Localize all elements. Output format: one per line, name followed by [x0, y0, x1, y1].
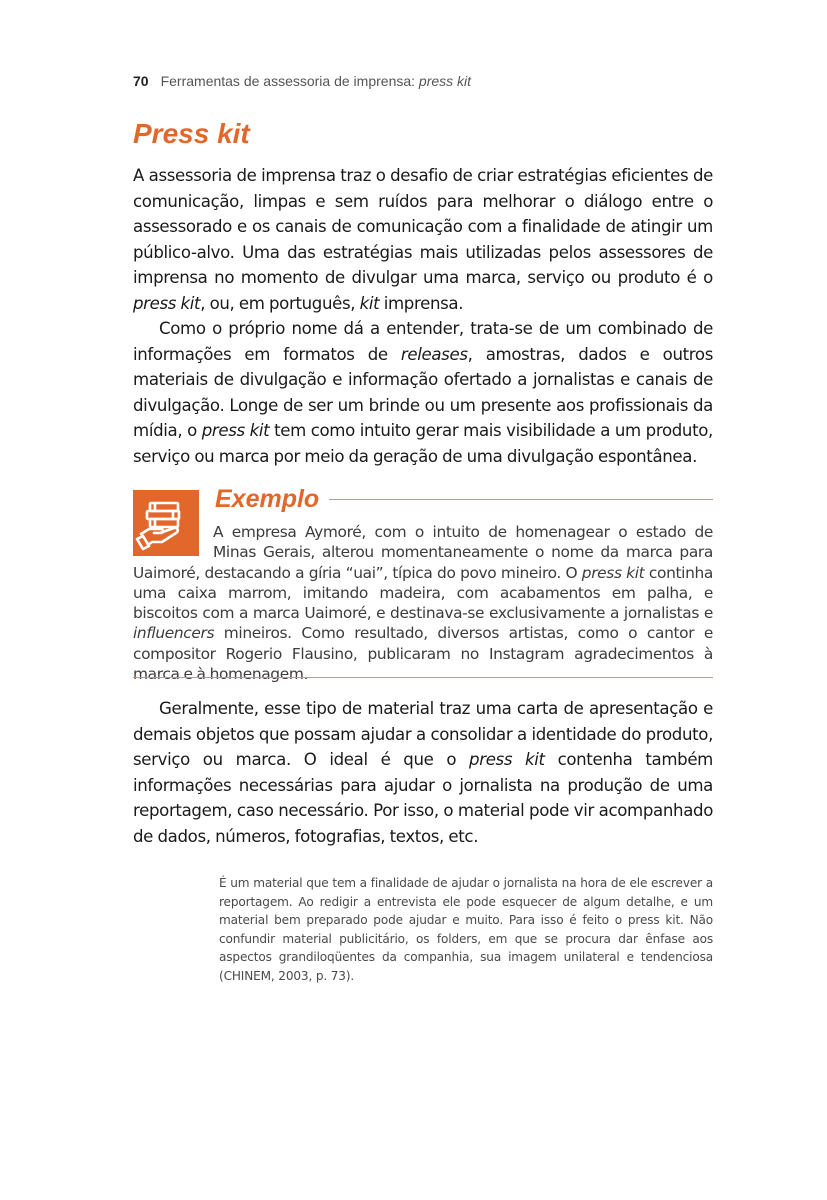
running-title: Ferramentas de assessoria de imprensa: [160, 73, 419, 89]
example-text: A empresa Aymoré, com o intuito de homenagear o estado de Minas Gerais, alterou momentaneamente o nome da marca para Uaimoré, destacando a gíria “uai”, típica do povo mineiro. O press kit continha uma caixa marrom, imitando madeira, com acabamentos em palha, e biscoitos com a marca Uaimoré, e destinava-se exclusivamente a jornalistas e influencers mineiros. Como resultado, diversos artistas, como o cantor e compositor Rogerio Flausino, publicaram no Instagram agradecimentos à marca e à homenagem. [133, 523, 713, 684]
block-quote: É um material que tem a finalidade de ajudar o jornalista na hora de ele escrever a reportagem. Ao redigir a entrevista ele pode esquecer de algum detalhe, e um material bem preparado pode ajudar e muito. Para isso é feito o press kit. Não confundir material publicitário, os folders, em que se procura dar ênfase aos aspectos grandiloqüentes da companhia, sua imagem unilateral e tendenciosa (CHINEM, 2003, p. 73). [219, 876, 713, 983]
example-bottom-rule [133, 677, 713, 678]
example-title: Exemplo [215, 485, 320, 513]
example-top-rule [329, 499, 713, 500]
running-title-italic: press kit [418, 73, 472, 89]
paragraph-2: Como o próprio nome dá a entender, trata-se de um combinado de informações em formatos de releases, amostras, dados e outros materiais de divulgação e informação ofertado a jornalistas e canais de divulgação. Longe de ser um brinde ou um presente aos profissionais da mídia, o press kit tem como intuito gerar mais visibilidade a um produto, serviço ou marca por meio da geração de uma divulgação espontânea. [133, 319, 713, 466]
page-number: 70 [133, 73, 149, 89]
section-title: Press kit [133, 118, 250, 149]
running-header [133, 73, 471, 89]
paragraph-1: A assessoria de imprensa traz o desafio de criar estratégias eficientes de comunicação, limpas e sem ruídos para melhorar o diálogo entre o assessorado e os canais de comunicação com a finalidade de atingir um público-alvo. Uma das estratégias mais utilizadas pelos assessores de imprensa no momento de divulgar uma marca, serviço ou produto é o press kit, ou, em português, kit imprensa. [133, 166, 713, 313]
paragraph-3: Geralmente, esse tipo de material traz uma carta de apresentação e demais objetos que possam ajudar a consolidar a identidade do produto, serviço ou marca. O ideal é que o press kit contenha também informações necessárias para ajudar o jornalista na produção de uma reportagem, caso necessário. Por isso, o material pode vir acompanhado de dados, números, fotografias, textos, etc. [133, 699, 713, 846]
example-box [133, 485, 713, 684]
